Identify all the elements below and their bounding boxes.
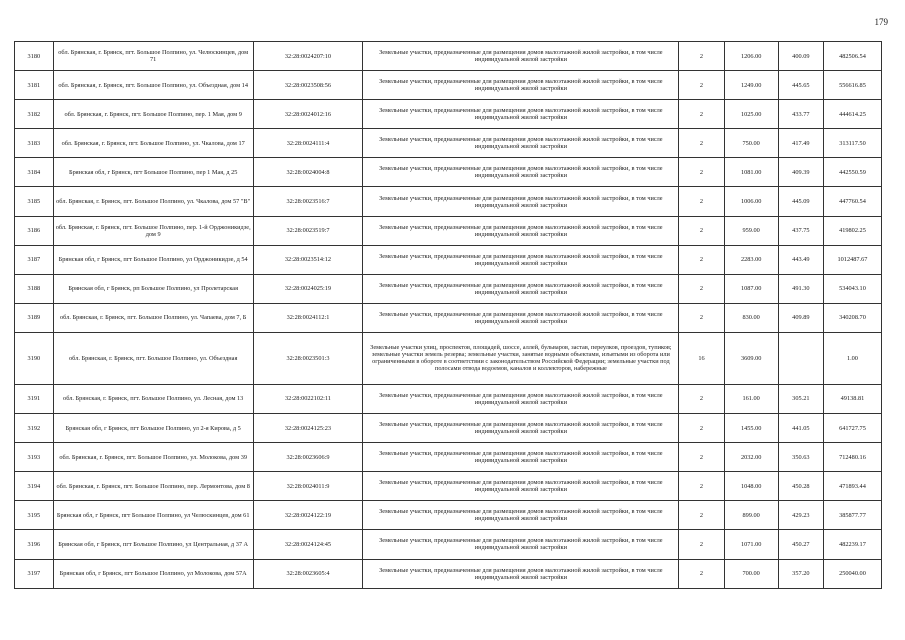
row-area: 1206.00	[724, 42, 778, 71]
row-land-use: Земельные участки, предназначенные для размещения домов малоэтажной жилой застройки, в том числе индивидуальной жилой застройки	[363, 245, 679, 274]
row-address: обл. Брянская, г. Брянск, пгт. Большое Полпино, ул. Чапаева, дом 7, Б	[53, 303, 253, 332]
row-rate: 400.09	[778, 42, 823, 71]
row-area: 2032.00	[724, 443, 778, 472]
row-number: 3183	[15, 129, 54, 158]
row-number: 3197	[15, 559, 54, 588]
row-value: 49138.81	[823, 384, 881, 413]
row-rate: 437.75	[778, 216, 823, 245]
table-row	[15, 42, 882, 71]
row-value: 1.00	[823, 332, 881, 384]
row-cadastral-number: 32:28:0024125:23	[253, 414, 363, 443]
row-rate: 433.77	[778, 100, 823, 129]
row-group: 2	[679, 443, 724, 472]
row-land-use: Земельные участки, предназначенные для размещения домов малоэтажной жилой застройки, в том числе индивидуальной жилой застройки	[363, 42, 679, 71]
row-value: 250040.00	[823, 559, 881, 588]
row-area: 1048.00	[724, 472, 778, 501]
row-value: 419802.25	[823, 216, 881, 245]
row-group: 2	[679, 100, 724, 129]
row-value: 482239.17	[823, 530, 881, 559]
row-number: 3186	[15, 216, 54, 245]
row-cadastral-number: 32:28:0024124:45	[253, 530, 363, 559]
table-row	[15, 303, 882, 332]
row-rate: 409.89	[778, 303, 823, 332]
row-land-use: Земельные участки, предназначенные для размещения домов малоэтажной жилой застройки, в том числе индивидуальной жилой застройки	[363, 414, 679, 443]
table-row	[15, 129, 882, 158]
row-number: 3187	[15, 245, 54, 274]
row-value: 482506.54	[823, 42, 881, 71]
registry-body	[15, 42, 882, 589]
row-value: 447760.54	[823, 187, 881, 216]
row-address: Брянская обл, г Брянск, пгт Большое Полпино, ул Молокова, дом 57А	[53, 559, 253, 588]
row-address: Брянская обл, г Брянск, рп Большое Полпино, ул Пролетарская	[53, 274, 253, 303]
table-row	[15, 501, 882, 530]
row-rate: 409.39	[778, 158, 823, 187]
row-number: 3190	[15, 332, 54, 384]
row-value: 534043.10	[823, 274, 881, 303]
table-row	[15, 530, 882, 559]
row-value: 556616.85	[823, 71, 881, 100]
table-row	[15, 158, 882, 187]
row-area: 1249.00	[724, 71, 778, 100]
table-row	[15, 100, 882, 129]
row-rate: 450.27	[778, 530, 823, 559]
row-number: 3182	[15, 100, 54, 129]
row-land-use: Земельные участки улиц, проспектов, площадей, шоссе, аллей, бульваров, застав, переулков, проездов, тупиков; земельные участки земель резерва; земельные участки, занятые водными объектами, изъятыми из оборота или ограниченными в обороте в соответствии с законодательством Российской Федерации; земельные участки под полосами отвода водоемов, каналов и коллекторов, набережные	[363, 332, 679, 384]
row-group: 2	[679, 530, 724, 559]
row-address: обл. Брянская, г. Брянск, пгт. Большое Полпино, ул. Молокова, дом 39	[53, 443, 253, 472]
row-number: 3180	[15, 42, 54, 71]
row-area: 1455.00	[724, 414, 778, 443]
row-area: 700.00	[724, 559, 778, 588]
row-value: 442550.59	[823, 158, 881, 187]
row-rate: 445.65	[778, 71, 823, 100]
row-land-use: Земельные участки, предназначенные для размещения домов малоэтажной жилой застройки, в том числе индивидуальной жилой застройки	[363, 530, 679, 559]
row-number: 3194	[15, 472, 54, 501]
row-rate: 417.49	[778, 129, 823, 158]
row-rate: 450.28	[778, 472, 823, 501]
row-number: 3181	[15, 71, 54, 100]
row-group: 16	[679, 332, 724, 384]
row-cadastral-number: 32:28:0022102:11	[253, 384, 363, 413]
row-number: 3188	[15, 274, 54, 303]
row-rate: 357.20	[778, 559, 823, 588]
row-number: 3189	[15, 303, 54, 332]
row-address: обл. Брянская, г. Брянск, пгт. Большое Полпино, ул. Лесная, дом 13	[53, 384, 253, 413]
row-area: 959.00	[724, 216, 778, 245]
row-area: 3609.00	[724, 332, 778, 384]
table-row	[15, 443, 882, 472]
row-cadastral-number: 32:28:0023605:4	[253, 559, 363, 588]
row-group: 2	[679, 472, 724, 501]
row-area: 2283.00	[724, 245, 778, 274]
table-row	[15, 187, 882, 216]
row-number: 3193	[15, 443, 54, 472]
row-cadastral-number: 32:28:0023516:7	[253, 187, 363, 216]
row-address: обл. Брянская, г. Брянск, пгт. Большое Полпино, ул. Чкалова, дом 57 "В"	[53, 187, 253, 216]
row-value: 340208.70	[823, 303, 881, 332]
row-land-use: Земельные участки, предназначенные для размещения домов малоэтажной жилой застройки, в том числе индивидуальной жилой застройки	[363, 501, 679, 530]
row-land-use: Земельные участки, предназначенные для размещения домов малоэтажной жилой застройки, в том числе индивидуальной жилой застройки	[363, 187, 679, 216]
table-row	[15, 414, 882, 443]
row-area: 899.00	[724, 501, 778, 530]
table-row	[15, 216, 882, 245]
row-group: 2	[679, 158, 724, 187]
table-row	[15, 332, 882, 384]
row-group: 2	[679, 187, 724, 216]
row-cadastral-number: 32:28:0024012:16	[253, 100, 363, 129]
table-row	[15, 559, 882, 588]
row-land-use: Земельные участки, предназначенные для размещения домов малоэтажной жилой застройки, в том числе индивидуальной жилой застройки	[363, 158, 679, 187]
row-rate: 443.49	[778, 245, 823, 274]
row-value: 712480.16	[823, 443, 881, 472]
row-value: 444614.25	[823, 100, 881, 129]
row-address: Брянская обл, г Брянск, пгт Большое Полпино, ул 2-я Кирова, д 5	[53, 414, 253, 443]
row-rate: 350.63	[778, 443, 823, 472]
row-address: Брянская обл, г Брянск, пгт Большое Полпино, ул Челюскинцев, дом 61	[53, 501, 253, 530]
row-rate: 445.09	[778, 187, 823, 216]
row-address: обл. Брянская, г. Брянск, пгт. Большое Полпино, ул. Объездная, дом 14	[53, 71, 253, 100]
row-land-use: Земельные участки, предназначенные для размещения домов малоэтажной жилой застройки, в том числе индивидуальной жилой застройки	[363, 274, 679, 303]
row-cadastral-number: 32:28:0024207:10	[253, 42, 363, 71]
row-area: 1081.00	[724, 158, 778, 187]
row-group: 2	[679, 129, 724, 158]
row-cadastral-number: 32:28:0024011:9	[253, 472, 363, 501]
row-group: 2	[679, 245, 724, 274]
row-area: 1025.00	[724, 100, 778, 129]
row-rate: 441.05	[778, 414, 823, 443]
row-number: 3196	[15, 530, 54, 559]
row-cadastral-number: 32:28:0024111:4	[253, 129, 363, 158]
row-group: 2	[679, 559, 724, 588]
row-land-use: Земельные участки, предназначенные для размещения домов малоэтажной жилой застройки, в том числе индивидуальной жилой застройки	[363, 216, 679, 245]
row-address: Брянская обл, г Брянск, пгт Большое Полпино, ул Орджоникидзе, д 54	[53, 245, 253, 274]
row-land-use: Земельные участки, предназначенные для размещения домов малоэтажной жилой застройки, в том числе индивидуальной жилой застройки	[363, 303, 679, 332]
row-number: 3191	[15, 384, 54, 413]
table-row	[15, 245, 882, 274]
row-cadastral-number: 32:28:0023514:12	[253, 245, 363, 274]
row-value: 1012487.67	[823, 245, 881, 274]
row-area: 161.00	[724, 384, 778, 413]
row-cadastral-number: 32:28:0023501:3	[253, 332, 363, 384]
row-number: 3195	[15, 501, 54, 530]
row-address: обл. Брянская, г. Брянск, пгт. Большое Полпино, пер. 1-й Орджоникидзе, дом 9	[53, 216, 253, 245]
row-address: Брянская обл, г Брянск, пгт Большое Полпино, ул Центральная, д 37 А	[53, 530, 253, 559]
row-land-use: Земельные участки, предназначенные для размещения домов малоэтажной жилой застройки, в том числе индивидуальной жилой застройки	[363, 100, 679, 129]
row-land-use: Земельные участки, предназначенные для размещения домов малоэтажной жилой застройки, в том числе индивидуальной жилой застройки	[363, 559, 679, 588]
row-land-use: Земельные участки, предназначенные для размещения домов малоэтажной жилой застройки, в том числе индивидуальной жилой застройки	[363, 472, 679, 501]
row-area: 1071.00	[724, 530, 778, 559]
row-group: 2	[679, 384, 724, 413]
row-address: обл. Брянская, г. Брянск, пгт. Большое Полпино, ул. Челюскинцев, дом 71	[53, 42, 253, 71]
row-number: 3184	[15, 158, 54, 187]
table-row	[15, 472, 882, 501]
row-address: обл. Брянская, г. Брянск, пгт. Большое Полпино, пер. 1 Мая, дом 9	[53, 100, 253, 129]
row-group: 2	[679, 274, 724, 303]
row-number: 3185	[15, 187, 54, 216]
row-land-use: Земельные участки, предназначенные для размещения домов малоэтажной жилой застройки, в том числе индивидуальной жилой застройки	[363, 443, 679, 472]
row-cadastral-number: 32:28:0024025:19	[253, 274, 363, 303]
row-group: 2	[679, 71, 724, 100]
row-rate: 305.21	[778, 384, 823, 413]
row-rate	[778, 332, 823, 384]
row-value: 471893.44	[823, 472, 881, 501]
row-value: 641727.75	[823, 414, 881, 443]
row-group: 2	[679, 501, 724, 530]
row-address: обл. Брянская, г. Брянск, пгт. Большое Полпино, пер. Лермонтова, дом 8	[53, 472, 253, 501]
row-value: 385877.77	[823, 501, 881, 530]
row-area: 1006.00	[724, 187, 778, 216]
table-row	[15, 384, 882, 413]
land-registry-table	[14, 41, 882, 589]
page-number: 179	[874, 17, 888, 27]
row-cadastral-number: 32:28:0023508:56	[253, 71, 363, 100]
row-group: 2	[679, 216, 724, 245]
row-number: 3192	[15, 414, 54, 443]
row-address: обл. Брянская, г. Брянск, пгт. Большое Полпино, ул. Объездная	[53, 332, 253, 384]
row-cadastral-number: 32:28:0024004:8	[253, 158, 363, 187]
row-group: 2	[679, 414, 724, 443]
row-cadastral-number: 32:28:0023519:7	[253, 216, 363, 245]
row-land-use: Земельные участки, предназначенные для размещения домов малоэтажной жилой застройки, в том числе индивидуальной жилой застройки	[363, 129, 679, 158]
row-cadastral-number: 32:28:0024112:1	[253, 303, 363, 332]
row-rate: 491.30	[778, 274, 823, 303]
row-cadastral-number: 32:28:0023606:9	[253, 443, 363, 472]
row-group: 2	[679, 303, 724, 332]
row-area: 750.00	[724, 129, 778, 158]
row-area: 830.00	[724, 303, 778, 332]
row-address: обл. Брянская, г. Брянск, пгт. Большое Полпино, ул. Чкалова, дом 17	[53, 129, 253, 158]
row-rate: 429.23	[778, 501, 823, 530]
row-area: 1087.00	[724, 274, 778, 303]
row-land-use: Земельные участки, предназначенные для размещения домов малоэтажной жилой застройки, в том числе индивидуальной жилой застройки	[363, 71, 679, 100]
row-value: 313117.50	[823, 129, 881, 158]
row-land-use: Земельные участки, предназначенные для размещения домов малоэтажной жилой застройки, в том числе индивидуальной жилой застройки	[363, 384, 679, 413]
table-row	[15, 71, 882, 100]
row-cadastral-number: 32:28:0024122:19	[253, 501, 363, 530]
row-address: Брянская обл, г Брянск, пгт Большое Полпино, пер 1 Мая, д 25	[53, 158, 253, 187]
table-row	[15, 274, 882, 303]
row-group: 2	[679, 42, 724, 71]
